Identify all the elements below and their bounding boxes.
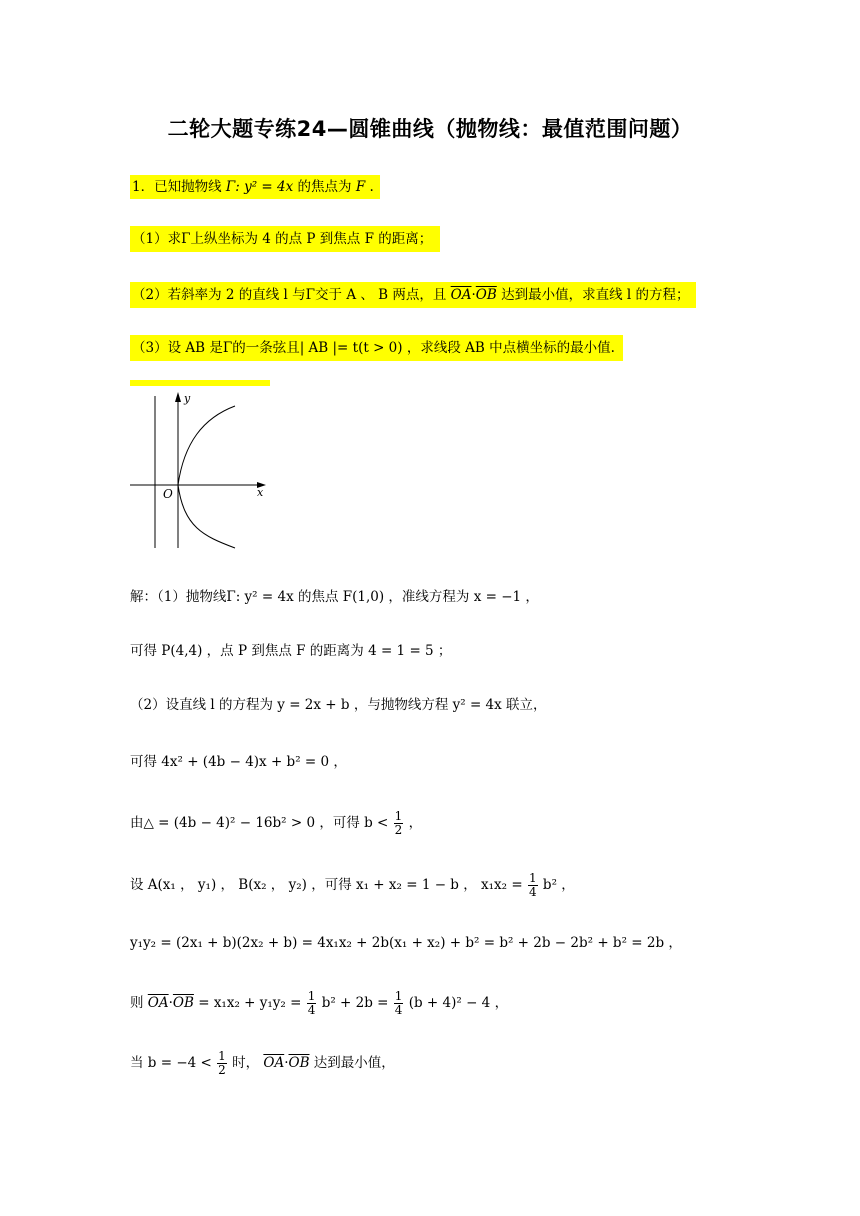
x-axis-label: x (257, 486, 264, 499)
fraction-one-quarter: $\frac{1}{4}$ (528, 871, 537, 899)
page-title: 二轮大题专练24—圆锥曲线（抛物线：最值范围问题） (167, 117, 693, 141)
solution-line-4: 可得 4x² + (4b − 4)x + b² = 0 ， (130, 754, 347, 770)
parabola-curve (178, 406, 235, 548)
solution-line-1: 解：（1）抛物线Γ: y² = 4x 的焦点 F(1,0) ，准线方程为 x = −1 ， (130, 589, 539, 605)
s6-prefix: 设 A(x₁ ， y₁) ， B(x₂ ， y₂) ，可得 x₁ + x₂ = 1 − b ， x₁x₂ = (130, 877, 523, 893)
vector-ob: $\overline{OB}$ (475, 287, 497, 303)
stem-equation: Γ: y² = 4x (225, 179, 294, 195)
dot-operator: · (471, 287, 476, 303)
s8-mid: = x₁x₂ + y₁y₂ = (198, 995, 302, 1011)
solution-line-7: y₁y₂ = (2x₁ + b)(2x₂ + b) = 4x₁x₂ + 2b(x₁ + x₂) + b² = b² + 2b − 2b² + b² = 2b ， (130, 935, 682, 951)
problem-stem: 1．已知抛物线 Γ: y² = 4x 的焦点为 F . (130, 175, 380, 199)
solution-line-8 (130, 990, 508, 1017)
stem-suffix: 的焦点为 (297, 179, 352, 195)
stem-focus: F (355, 179, 366, 195)
vector-oa: $\overline{OA}$ (450, 287, 472, 303)
s8-mid2: b² + 2b = (321, 995, 389, 1011)
fraction-one-half: $\frac{1}{2}$ (218, 1049, 226, 1077)
solution-line-9 (130, 1050, 395, 1077)
parabola-figure (128, 388, 268, 550)
s9-mid: 时， (232, 1055, 260, 1071)
dot-operator: · (168, 995, 173, 1011)
vector-ob: $\overline{OB}$ (288, 1055, 310, 1071)
s9-prefix: 当 b = −4 < (130, 1055, 212, 1071)
y-axis-label: y (184, 392, 191, 405)
solution-line-6 (130, 872, 575, 899)
fraction-one-half: $\frac{1}{2}$ (394, 809, 403, 837)
fraction-one-quarter: $\frac{1}{4}$ (394, 989, 403, 1017)
q2-prefix: （2）若斜率为 2 的直线 l 与Γ交于 A 、 B 两点，且 (132, 287, 447, 303)
vector-ob: $\overline{OB}$ (172, 995, 194, 1011)
s8-suffix: (b + 4)² − 4 ， (408, 995, 509, 1011)
fraction-one-quarter: $\frac{1}{4}$ (307, 989, 316, 1017)
vector-oa: $\overline{OA}$ (147, 995, 169, 1011)
solution-line-3: （2）设直线 l 的方程为 y = 2x + b ，与抛物线方程 y² = 4x 联立， (130, 697, 547, 713)
y-axis-arrow (175, 392, 181, 402)
s6-suffix: b² ， (542, 877, 575, 893)
stem-prefix: 1．已知抛物线 (132, 179, 222, 195)
question-3: （3）设 AB 是Γ的一条弦且| AB |= t(t > 0) ，求线段 AB 中点横坐标的最小值. (130, 335, 623, 361)
question-1: （1）求Γ上纵坐标为 4 的点 P 到焦点 F 的距离； (130, 226, 440, 252)
origin-label: O (163, 487, 173, 501)
s5-prefix: 由△ = (4b − 4)² − 16b² > 0 ，可得 b < (130, 815, 389, 831)
s5-suffix: ， (408, 815, 423, 831)
s8-prefix: 则 (130, 995, 144, 1011)
highlight-bar (130, 380, 270, 386)
solution-line-5 (130, 810, 422, 837)
vector-oa: $\overline{OA}$ (263, 1055, 285, 1071)
q2-suffix: 达到最小值，求直线 l 的方程； (501, 287, 690, 303)
dot-operator: · (284, 1055, 289, 1071)
solution-line-2: 可得 P(4,4) ，点 P 到焦点 F 的距离为 4 = 1 = 5 ； (130, 643, 452, 659)
question-2 (130, 282, 696, 308)
s9-suffix: 达到最小值， (313, 1055, 395, 1071)
